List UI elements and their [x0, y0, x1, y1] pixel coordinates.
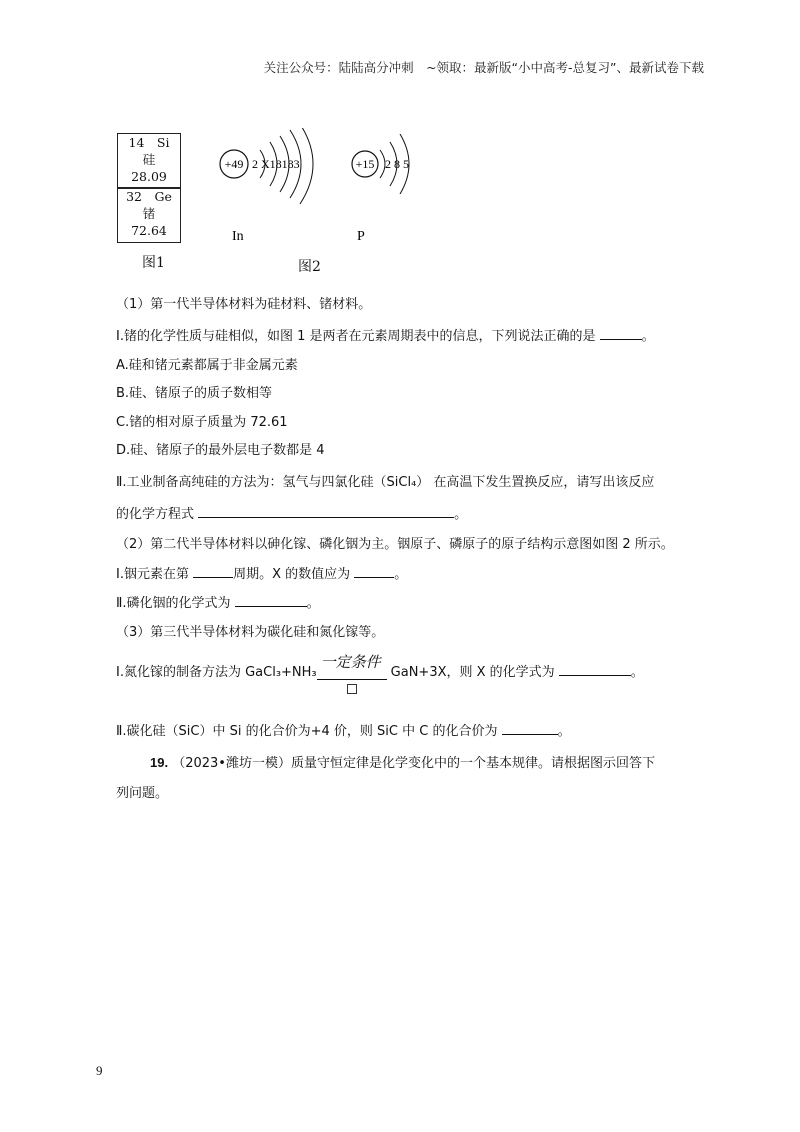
question-1-ii-cont: 的化学方程式 。 [116, 507, 468, 522]
phosphorus-nucleus-charge: +15 [355, 157, 375, 171]
phosphorus-label: P [357, 229, 365, 244]
reaction-condition: 一定条件 [317, 663, 391, 681]
indium-nucleus-charge: +49 [224, 157, 244, 171]
question-1-i: Ⅰ.锗的化学性质与硅相似，如图 1 是两者在元素周期表中的信息，下列说法正确的是 。 [116, 329, 655, 344]
question-2-ii: Ⅱ.磷化铟的化学式为 。 [116, 596, 320, 611]
part-3-intro: （3）第三代半导体材料为碳化硅和氮化镓等。 [116, 625, 385, 640]
condition-box-icon [347, 684, 357, 694]
question-19: 19. （2023•潍坊一模）质量守恒定律是化学变化中的一个基本规律。请根据图示回答下 [150, 755, 655, 771]
indium-label: In [232, 229, 244, 244]
germanium-mass: 72.64 [131, 223, 167, 238]
option-a: A.硅和锗元素都属于非金属元素 [116, 358, 298, 373]
phosphorus-shell-electrons: 2 8 5 [385, 157, 409, 171]
valence-blank[interactable] [502, 722, 558, 735]
option-b: B.硅、锗原子的质子数相等 [116, 386, 273, 401]
silicon-mass: 28.09 [131, 169, 167, 184]
figure-1-caption: 图1 [142, 255, 165, 271]
x-value-blank[interactable] [354, 565, 394, 578]
figure-area [112, 128, 432, 278]
answer-blank[interactable] [600, 327, 642, 340]
question-2-i: Ⅰ.铟元素在第 周期。X 的数值应为 。 [116, 567, 408, 582]
silicon-number-symbol: 14 Si [128, 135, 170, 150]
question-3-i: Ⅰ.氮化镓的制备方法为 GaCl₃+NH₃ 一定条件 GaN+3X，则 X 的化学式为 。 [116, 663, 644, 682]
x-formula-blank[interactable] [559, 663, 631, 676]
formula-blank[interactable] [235, 594, 307, 607]
period-blank[interactable] [193, 565, 233, 578]
germanium-number-symbol: 32 Ge [126, 189, 172, 204]
question-19-number: 19. [150, 755, 169, 770]
question-19-cont: 列问题。 [116, 786, 169, 801]
indium-shell-electrons: 2 X18183 [252, 157, 300, 171]
germanium-name: 锗 [142, 206, 156, 221]
equation-blank[interactable] [198, 505, 454, 518]
option-d: D.硅、锗原子的最外层电子数都是 4 [116, 443, 325, 458]
reaction-arrow-line [317, 679, 387, 680]
page-header: 关注公众号：陆陆高分冲刺 ~领取：最新版“小中高考-总复习”、最新试卷下载 [263, 60, 704, 75]
page-number: 9 [96, 1063, 103, 1078]
part-1-intro: （1）第一代半导体材料为硅材料、锗材料。 [116, 297, 372, 312]
question-3-ii: Ⅱ.碳化硅（SiC）中 Si 的化合价为+4 价，则 SiC 中 C 的化合价为 。 [116, 724, 571, 739]
question-1-ii: Ⅱ.工业制备高纯硅的方法为：氢气与四氯化硅（SiCl₄） 在高温下发生置换反应，请写出该反应 [116, 475, 655, 490]
figure-2-caption: 图2 [298, 259, 321, 275]
part-2-intro: （2）第二代半导体材料以砷化镓、磷化铟为主。铟原子、磷原子的原子结构示意图如图 2 所示。 [116, 537, 674, 552]
option-c: C.锗的相对原子质量为 72.61 [116, 415, 288, 430]
silicon-name: 硅 [142, 152, 156, 167]
